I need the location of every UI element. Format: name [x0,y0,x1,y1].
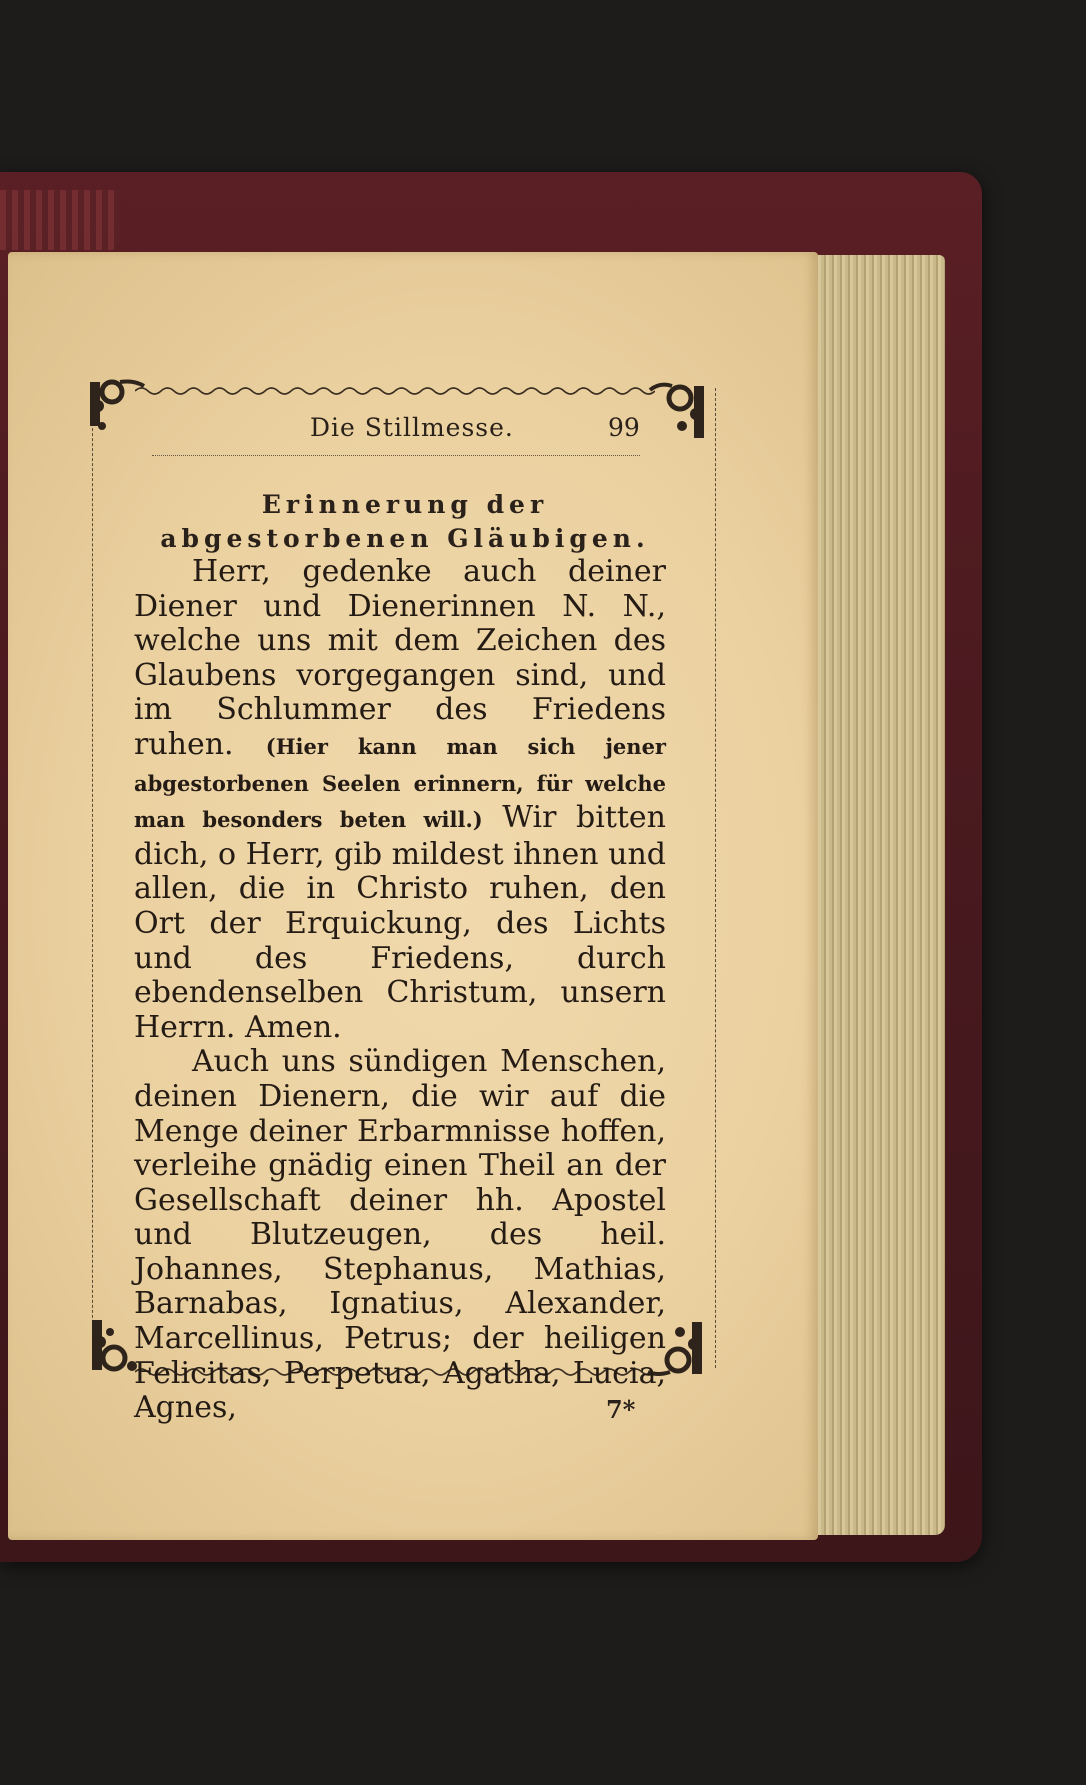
header-rule [152,455,640,456]
paragraph: Auch uns sündigen Menschen, deinen Dienern, die wir auf die Menge deiner Erbarmnisse hoffen, verleihe gnädig einen Theil an der Gesellschaft deiner hh. Apostel und Blutzeugen, des heil. Johannes, Stephanus, Mathias, Barnabas, Ignatius, Alexander, Marcellinus, Petrus; der heiligen Felicitas, Perpetua, Agatha, Lucia, Agnes, [134,1044,666,1426]
ornament-corner-icon [646,380,710,444]
body-text [134,555,666,1426]
signature-mark: 7* [606,1395,636,1424]
page-number: 99 [608,413,640,442]
paragraph-text: Herr, gedenke auch deiner Diener und Dienerinnen N. N., welche uns mit dem Zeichen des Glaubens vorgegangen sind, und im Schlummer des Friedens ruhen. [134,554,666,762]
paragraph-text: Wir bitten dich, o Herr, gib mildest ihnen und allen, die in Christo ruhen, den Ort der Erquickung, des Lichts und des Friedens, durch ebendenselben Christum, unsern Herrn. Amen. [134,800,667,1045]
bookmark-ribbon [0,190,120,250]
running-head: Die Stillmesse. [310,413,514,442]
ornament-corner-icon [84,376,148,440]
page-edges [805,255,945,1535]
paragraph [134,555,666,1045]
section-heading: Erinnerung der abgestorbenen Gläubigen. [160,490,650,553]
rubric-note: (Hier kann man sich jener abgestorbenen Seelen erinnern, für welche man besonders beten will.) [134,733,666,833]
wavy-border-top [135,385,655,397]
